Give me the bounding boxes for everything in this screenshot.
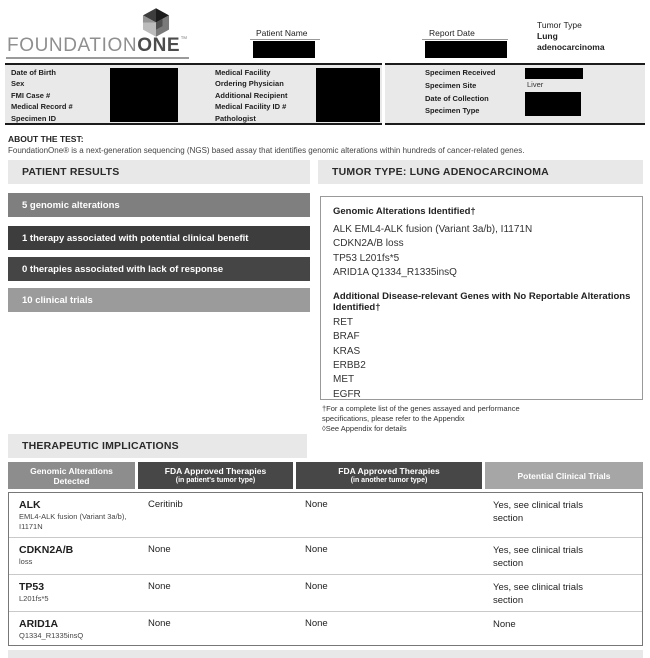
table-row-cdkn2ab <box>9 538 642 575</box>
next-section-header-partial <box>8 650 643 658</box>
gene-item: EGFR <box>333 388 361 400</box>
footnote-see-appendix: ◊See Appendix for details <box>322 423 407 433</box>
footnote-genes-assayed: †For a complete list of the genes assayed and performance specifications, please refer to the Appendix <box>322 404 520 423</box>
logo-foundation-text: FOUNDATION <box>7 35 138 56</box>
patient-info-labels <box>11 67 73 124</box>
fda-other-tumor-cell: None <box>305 581 328 592</box>
alteration-item: ARID1A Q1334_R1335insQ <box>333 266 457 278</box>
fda-patient-tumor-cell: None <box>148 544 171 555</box>
foundation-medicine-cube-logo-icon <box>140 7 172 38</box>
about-the-test-body: FoundationOne® is a next-generation sequencing (NGS) based assay that identifies genomic alterations within hundreds of cancer-related genes. <box>8 146 525 155</box>
report-date-underline <box>422 39 508 40</box>
info-label: Medical Facility <box>215 68 271 77</box>
patient-results-section-header: PATIENT RESULTS <box>8 160 310 184</box>
fda-other-tumor-cell: None <box>305 499 328 510</box>
patient-name-underline <box>250 39 320 40</box>
gene-item: KRAS <box>333 345 361 357</box>
therapeutic-table-header <box>8 462 643 489</box>
gene-alteration: EML4-ALK fusion (Variant 3a/b), I1171N <box>19 512 127 531</box>
gene-name: ARID1A <box>19 618 59 630</box>
foundation-one-logo <box>7 35 188 57</box>
gene-cell <box>9 538 138 574</box>
about-the-test-title: ABOUT THE TEST: <box>8 134 84 144</box>
clinical-trials-text: None <box>493 619 516 630</box>
column-header-clinical-trials <box>485 462 643 489</box>
info-label: Pathologist <box>215 113 256 123</box>
column-header-fda-patient-tumor <box>138 462 293 489</box>
info-label: Medical Record # <box>11 102 73 112</box>
gene-name: ALK <box>19 499 41 511</box>
fda-patient-tumor-cell: None <box>148 618 171 629</box>
specimen-site-value: Liver <box>527 80 544 89</box>
column-header-line1: Genomic Alterations <box>30 465 113 476</box>
column-header-line2: Detected <box>53 475 90 486</box>
result-bar-clinical-trials: 10 clinical trials <box>8 288 310 312</box>
gene-name: CDKN2A/B <box>19 544 74 556</box>
alteration-item: ALK EML4-ALK fusion (Variant 3a/b), I1171N <box>333 224 533 235</box>
clinical-trials-cell <box>483 538 642 574</box>
info-label: Specimen Type <box>425 106 480 116</box>
info-label: Date of Birth <box>11 68 56 77</box>
specimen-info-labels <box>425 67 495 118</box>
clinical-trials-cell <box>483 493 642 537</box>
tumor-type-label: Tumor Type <box>537 20 582 30</box>
logo-trademark: ™ <box>180 36 188 43</box>
gene-alteration: L201fs*5 <box>19 594 49 603</box>
patient-info-redacted-values <box>110 68 178 122</box>
info-label: Medical Facility ID # <box>215 102 287 112</box>
additional-genes-title: Additional Disease-relevant Genes with No Reportable Alterations Identified† <box>333 291 631 313</box>
therapeutic-table-body <box>8 492 643 646</box>
specimen-received-redacted-value <box>525 68 583 79</box>
collection-type-redacted-values <box>525 92 581 116</box>
gene-item: ERBB2 <box>333 360 366 372</box>
column-header-fda-other-tumor <box>296 462 482 489</box>
info-label: Specimen ID <box>11 113 57 123</box>
table-row-tp53 <box>9 575 642 612</box>
clinical-trials-text: Yes, see clinical trials section <box>493 582 583 606</box>
gene-cell <box>9 493 138 537</box>
info-label: Specimen Site <box>425 80 477 90</box>
report-date-redacted-value <box>425 41 507 58</box>
logo-underline <box>6 57 189 59</box>
gene-cell <box>9 612 138 645</box>
logo-one-text: ONE <box>137 35 181 56</box>
therapeutic-implications-section-header: THERAPEUTIC IMPLICATIONS <box>8 434 307 458</box>
result-bar-therapies-benefit: 1 therapy associated with potential clinical benefit <box>8 226 310 250</box>
info-label: FMI Case # <box>11 90 51 100</box>
gene-alteration: Q1334_R1335insQ <box>19 631 84 640</box>
facility-info-redacted-values <box>316 68 380 122</box>
result-bar-genomic-alterations: 5 genomic alterations <box>8 193 310 217</box>
info-label: Additional Recipient <box>215 90 288 100</box>
patient-name-label: Patient Name <box>256 28 308 38</box>
gene-name: TP53 <box>19 581 45 593</box>
column-header-line1: FDA Approved Therapies <box>164 465 267 476</box>
gene-item: RET <box>333 317 353 329</box>
report-date-label: Report Date <box>429 28 475 38</box>
column-header-line1: FDA Approved Therapies <box>338 465 440 476</box>
info-label: Date of Collection <box>425 93 489 103</box>
clinical-trials-cell <box>483 612 642 645</box>
info-label: Specimen Received <box>425 68 496 77</box>
clinical-trials-text: Yes, see clinical trials section <box>493 500 583 524</box>
info-label: Ordering Physician <box>215 79 284 89</box>
gene-alteration: loss <box>19 557 33 566</box>
table-row-alk <box>9 493 642 538</box>
appendix-footnotes <box>322 404 562 433</box>
clinical-trials-text: Yes, see clinical trials section <box>493 545 583 569</box>
fda-other-tumor-cell: None <box>305 544 328 555</box>
info-label: Sex <box>11 79 25 89</box>
result-bar-therapies-lack-response: 0 therapies associated with lack of response <box>8 257 310 281</box>
patient-name-redacted-value <box>253 41 315 58</box>
fda-patient-tumor-cell: Ceritinib <box>148 499 183 510</box>
column-header-line2: (in patient's tumor type) <box>175 476 256 484</box>
gene-item: MET <box>333 374 355 386</box>
gene-item: BRAF <box>333 331 360 343</box>
clinical-trials-cell <box>483 575 642 611</box>
alteration-item: TP53 L201fs*5 <box>333 252 400 264</box>
gene-cell <box>9 575 138 611</box>
column-header-line2: (in another tumor type) <box>350 476 428 484</box>
specimen-info-left-panel <box>5 63 382 125</box>
alterations-identified-title: Genomic Alterations Identified† <box>333 206 476 217</box>
column-header-alterations-detected <box>8 462 135 489</box>
facility-info-labels <box>215 67 288 124</box>
tumor-type-section-header: TUMOR TYPE: LUNG ADENOCARCINOMA <box>318 160 643 184</box>
tumor-type-value: Lung adenocarcinoma <box>537 31 605 52</box>
table-row-arid1a <box>9 612 642 645</box>
alteration-item: CDKN2A/B loss <box>333 238 404 250</box>
fda-other-tumor-cell: None <box>305 618 328 629</box>
fda-patient-tumor-cell: None <box>148 581 171 592</box>
specimen-info-right-panel <box>385 63 645 125</box>
column-header-line1: Potential Clinical Trials <box>517 470 611 481</box>
genomic-alterations-box <box>320 196 643 400</box>
